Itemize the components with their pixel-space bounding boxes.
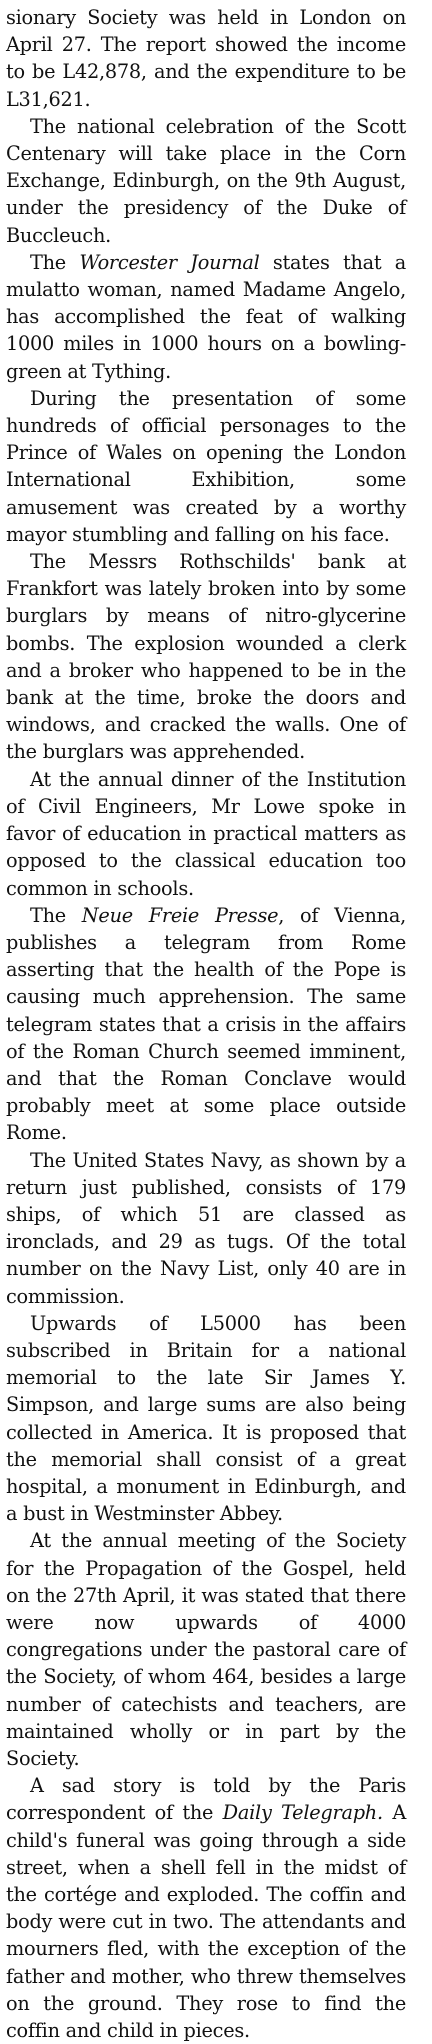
paragraph-text: , of Vienna, publishes a telegram from Rome asserting that the health of the Pope is causing much apprehension. The same telegram states that a crisis in the affairs of the Roman Church seemed imminent, and that the Roman Conclave would probably meet at some place outside Rome. <box>6 903 406 1145</box>
paragraph-civil-engineers <box>6 766 406 902</box>
paragraph-text: states that a mulatto woman, named Madame Angelo, has accomplished the feat of walking 1000 miles in 1000 hours on a bowling-green at Tything. <box>6 250 406 383</box>
publication-title: Worcester Journal <box>79 250 260 274</box>
paragraph-neue-freie-presse <box>6 902 406 1147</box>
paragraph-propagation-gospel <box>6 1527 406 1772</box>
paragraph-text: A sad story is told by the Paris correspondent of the <box>6 1774 406 1825</box>
paragraph-text: The United States Navy, as shown by a return just published, consists of 179 ships, of which 51 are classed as ironclads, and 29 as tugs. Of the total number on the Navy List, only 40 are in commission. <box>6 1148 406 1308</box>
paragraph-madame-angelo <box>6 249 406 385</box>
paragraph-text: During the presentation of some hundreds of official personages to the Prince of Wales on opening the London International Exhibition, some amusement was created by a worthy mayor stumbling and falling on his face. <box>6 386 406 546</box>
paragraph-missionary-society <box>6 4 406 113</box>
article-body <box>6 4 406 2044</box>
paragraph-london-exhibition <box>6 385 406 548</box>
paragraph-text: sionary Society was held in London on April 27. The report showed the income to be L42,878, and the expenditure to be L31,621. <box>6 6 406 111</box>
publication-title: Neue Freie Presse <box>81 903 279 927</box>
paragraph-simpson-memorial <box>6 1310 406 1528</box>
paragraph-text: A child's funeral was going through a side street, when a shell fell in the midst of the cortége and exploded. The coffin and body were cut in two. The attendants and mourners fled, with the exception of the father and mother, who threw themselves on the ground. They rose to find the coffin and child in pieces. <box>6 1801 406 2043</box>
paragraph-paris-funeral <box>6 1772 406 2044</box>
paragraph-text: At the annual meeting of the Society for the Propagation of the Gospel, held on the 27th April, it was stated that there were now upwards of 4000 congregations under the pastoral care of the Society, of whom 464, besides a large number of catechists and teachers, are maintained wholly or in part by the Society. <box>6 1529 406 1770</box>
publication-title: Daily Telegraph. <box>222 1801 383 1825</box>
paragraph-text: At the annual dinner of the Institution of Civil Engineers, Mr Lowe spoke in favor of education in practical matters as opposed to the classical education too common in schools. <box>6 767 406 900</box>
paragraph-text: Upwards of L5000 has been subscribed in Britain for a national memorial to the late Sir James Y. Simpson, and large sums are also being collected in America. It is proposed that the memorial shall consist of a great hospital, a monument in Edinburgh, and a bust in Westminster Abbey. <box>6 1311 406 1526</box>
paragraph-text: The <box>30 903 82 927</box>
paragraph-rothschild-bank <box>6 548 406 766</box>
paragraph-text: The national celebration of the Scott Centenary will take place in the Corn Exchange, Edinburgh, on the 9th August, under the presidency of the Duke of Buccleuch. <box>6 114 406 247</box>
paragraph-scott-centenary <box>6 113 406 249</box>
paragraph-us-navy <box>6 1147 406 1310</box>
paragraph-text: The Messrs Rothschilds' bank at Frankfort was lately broken into by some burglars by means of nitro-glycerine bombs. The explosion wounded a clerk and a broker who happened to be in the bank at the time, broke the doors and windows, and cracked the walls. One of the burglars was apprehended. <box>6 550 406 764</box>
paragraph-text: The <box>30 250 80 274</box>
